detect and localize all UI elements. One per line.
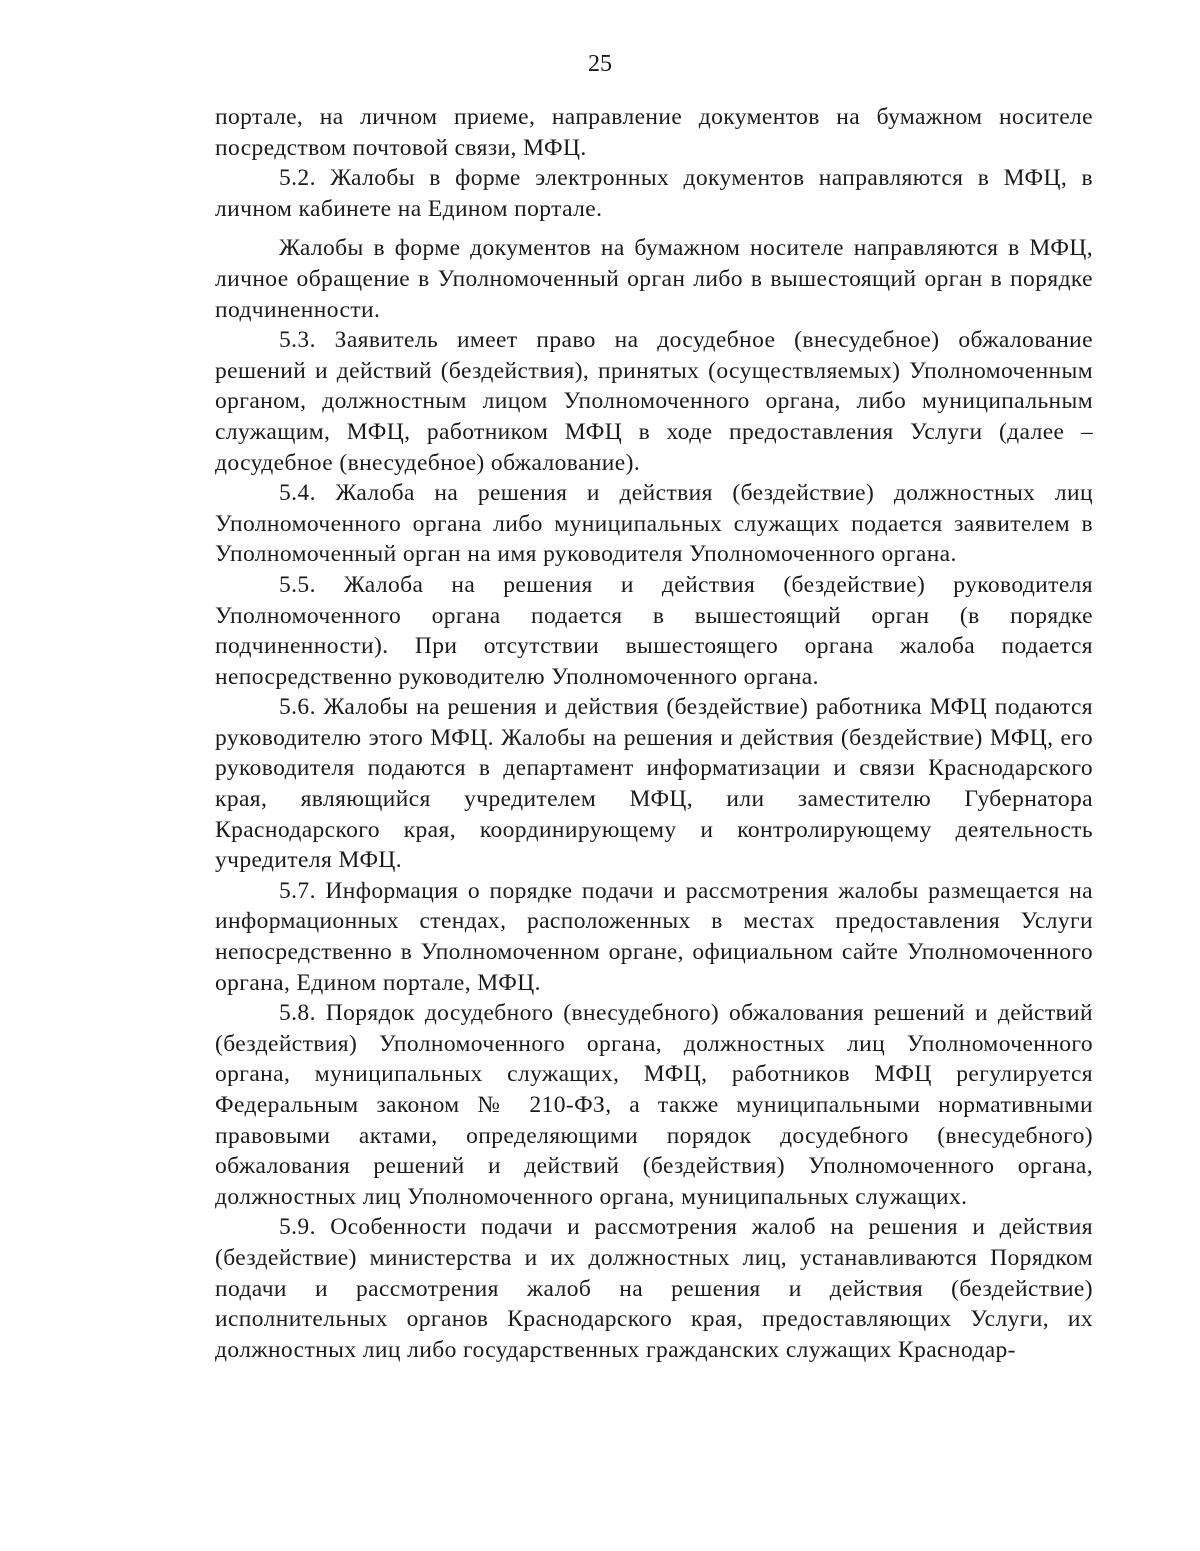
paragraph-5-7: 5.7. Информация о порядке подачи и рассмотрения жалобы размещается на информационных стендах, расположенных в местах предоставления Услуги непосредственно в Уполномоченном органе, официальном сайте Уполномоченного органа, Едином портале, МФЦ. (215, 877, 1093, 996)
paragraph-5-6: 5.6. Жалобы на решения и действия (бездействие) работника МФЦ подаются руководителю этого МФЦ. Жалобы на решения и действия (бездействие) МФЦ, его руководителя подаются в департамент информатизации и связи Краснодарского края, являющийся учредителем МФЦ, или заместителю Губернатора Краснодарского края, координирующему и контролирующему деятельность учредителя МФЦ. (215, 694, 1093, 874)
paragraph-5-9: 5.9. Особенности подачи и рассмотрения жалоб на решения и действия (бездействие) министерства и их должностных лиц, устанавливаются Порядком подачи и рассмотрения жалоб на решения и действия (бездействие) исполнительных органов Краснодарского края, предоставляющих Услуги, их должностных лиц либо государственных гражданских служащих Краснодар- (215, 1214, 1093, 1363)
document-body (215, 102, 1093, 1365)
paragraph-5-4: 5.4. Жалоба на решения и действия (бездействие) должностных лиц Уполномоченного органа либо муниципальных служащих подается заявителем в Уполномоченный орган на имя руководителя Уполномоченного органа. (215, 480, 1093, 568)
paragraph-5-3: 5.3. Заявитель имеет право на досудебное (внесудебное) обжалование решений и действий (бездействия), принятых (осуществляемых) Уполномоченным органом, должностным лицом Уполномоченного органа, либо муниципальным служащим, МФЦ, работником МФЦ в ходе предоставления Услуги (далее – досудебное (внесудебное) обжалование). (215, 327, 1093, 476)
paragraph-continuation: портале, на личном приеме, направление документов на бумажном носителе посредством почтовой связи, МФЦ. (215, 104, 1093, 161)
paragraph-5-5: 5.5. Жалоба на решения и действия (бездействие) руководителя Уполномоченного органа подается в вышестоящий орган (в порядке подчиненности). При отсутствии вышестоящего органа жалоба подается непосредственно руководителю Уполномоченного органа. (215, 571, 1093, 690)
paragraph-5-2: 5.2. Жалобы в форме электронных документов направляются в МФЦ, в личном кабинете на Едином портале. (215, 165, 1093, 222)
page-number: 25 (588, 51, 612, 77)
paragraph-5-8: 5.8. Порядок досудебного (внесудебного) обжалования решений и действий (бездействия) Уполномоченного органа, должностных лиц Уполномоченного органа, муниципальных служащих, МФЦ, работников МФЦ регулируется Федеральным законом № 210-ФЗ, а также муниципальными нормативными правовыми актами, определяющими порядок досудебного (внесудебного) обжалования решений и действий (бездействия) Уполномоченного органа, должностных лиц Уполномоченного органа, муниципальных служащих. (215, 1000, 1093, 1210)
paragraph-5-2-paper: Жалобы в форме документов на бумажном носителе направляются в МФЦ, личное обращение в Уполномоченный орган либо в вышестоящий орган в порядке подчиненности. (215, 235, 1093, 323)
